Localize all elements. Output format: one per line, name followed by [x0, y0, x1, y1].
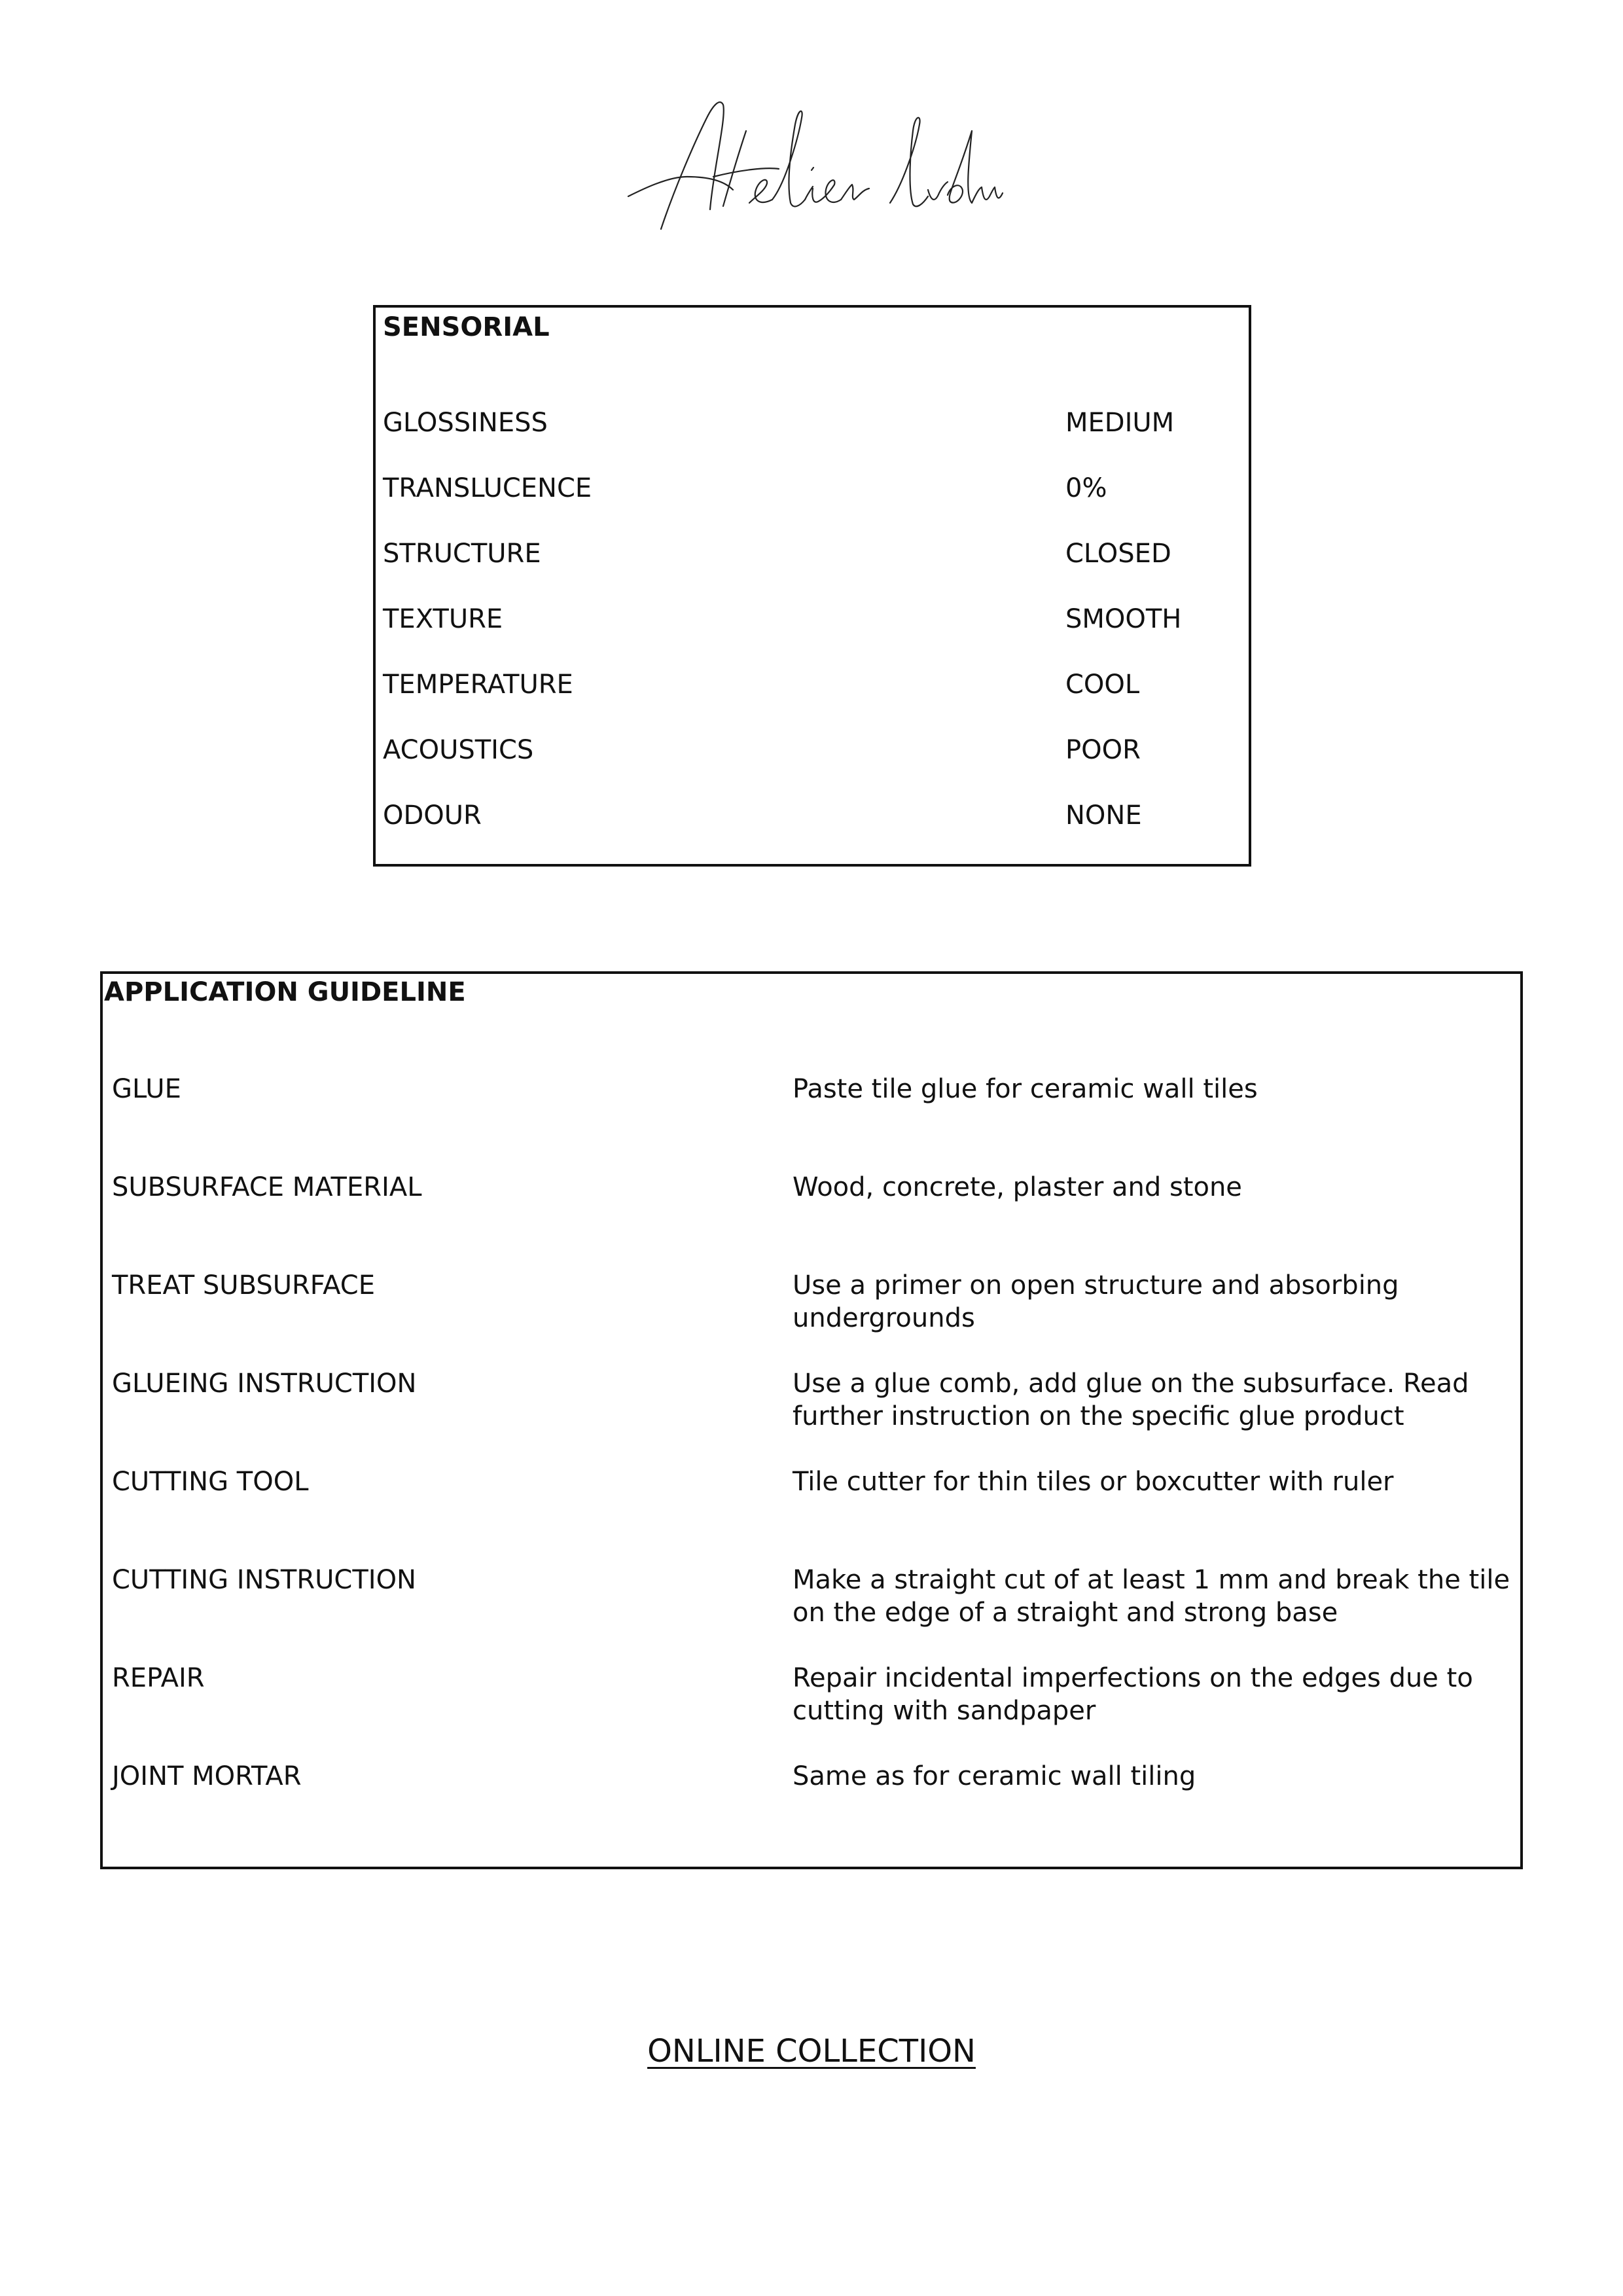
- sensorial-value: 0%: [1065, 473, 1107, 503]
- application-value: Tile cutter for thin tiles or boxcutter with ruler: [793, 1467, 1394, 1497]
- sensorial-label: TEXTURE: [383, 604, 503, 634]
- sensorial-label: TEMPERATURE: [383, 670, 573, 700]
- application-value: Paste tile glue for ceramic wall tiles: [793, 1074, 1258, 1104]
- application-label: JOINT MORTAR: [112, 1761, 302, 1791]
- sensorial-value: CLOSED: [1065, 539, 1171, 569]
- application-guideline-box: [100, 971, 1523, 1869]
- application-value: Repair incidental imperfections on the edges due to cutting with sandpaper: [793, 1663, 1473, 1726]
- application-value: Use a primer on open structure and absorbing undergrounds: [793, 1270, 1399, 1333]
- application-value: Same as for ceramic wall tiling: [793, 1761, 1196, 1791]
- sensorial-value: COOL: [1065, 670, 1140, 700]
- application-value: Make a straight cut of at least 1 mm and break the tile on the edge of a straight and strong base: [793, 1565, 1510, 1628]
- application-label: SUBSURFACE MATERIAL: [112, 1172, 422, 1202]
- application-label: CUTTING INSTRUCTION: [112, 1565, 416, 1595]
- application-label: GLUE: [112, 1074, 181, 1104]
- sensorial-value: NONE: [1065, 800, 1142, 831]
- sensorial-label: STRUCTURE: [383, 539, 541, 569]
- sensorial-label: GLOSSINESS: [383, 408, 548, 438]
- sensorial-title: SENSORIAL: [383, 312, 550, 342]
- application-title: APPLICATION GUIDELINE: [104, 977, 466, 1007]
- sensorial-label: ODOUR: [383, 800, 482, 831]
- brand-logo: [615, 79, 1008, 236]
- sensorial-box: [373, 305, 1251, 867]
- application-value: Use a glue comb, add glue on the subsurface. Read further instruction on the specific glue product: [793, 1369, 1469, 1431]
- signature-logo-icon: [615, 79, 1008, 236]
- application-value: Wood, concrete, plaster and stone: [793, 1172, 1242, 1202]
- sensorial-value: SMOOTH: [1065, 604, 1182, 634]
- application-label: GLUEING INSTRUCTION: [112, 1369, 417, 1399]
- application-label: TREAT SUBSURFACE: [112, 1270, 375, 1300]
- sensorial-value: POOR: [1065, 735, 1141, 765]
- footer: [0, 2033, 1623, 2070]
- application-label: REPAIR: [112, 1663, 205, 1693]
- sensorial-label: ACOUSTICS: [383, 735, 534, 765]
- sensorial-value: MEDIUM: [1065, 408, 1175, 438]
- application-label: CUTTING TOOL: [112, 1467, 309, 1497]
- sensorial-label: TRANSLUCENCE: [383, 473, 592, 503]
- online-collection-link[interactable]: ONLINE COLLECTION: [647, 2033, 976, 2070]
